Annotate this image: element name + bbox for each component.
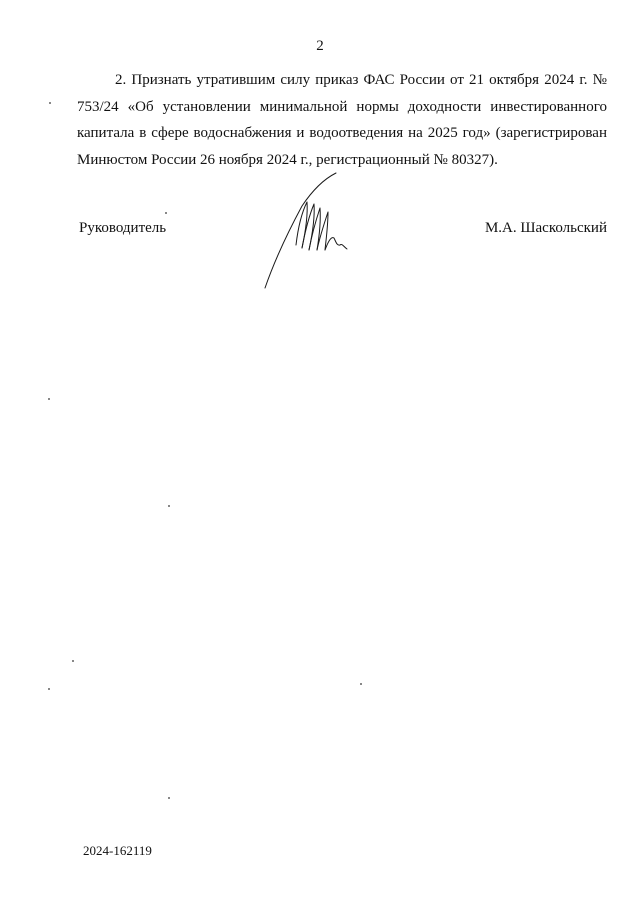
- page-number: 2: [316, 38, 324, 54]
- scan-mark: [168, 505, 170, 507]
- order-paragraph: 2. Признать утратившим силу приказ ФАС России от 21 октября 2024 г. № 753/24 «Об установлении минимальной нормы доходности инвестированного капитала в сфере водоснабжения и водоотведения на 2025 год» (зарегистрирован Минюстом России 26 ноября 2024 г., регистрационный № 80327).: [77, 72, 607, 168]
- scan-mark: [72, 660, 74, 662]
- document-id: 2024-162119: [83, 843, 152, 858]
- scan-mark: [168, 797, 170, 799]
- scan-mark: [48, 398, 50, 400]
- scan-mark: [165, 212, 167, 214]
- signer-position: Руководитель: [79, 220, 167, 236]
- signer-name: М.А. Шаскольский: [484, 220, 607, 236]
- scan-mark: [48, 688, 50, 690]
- scan-mark: [49, 102, 51, 104]
- scan-mark: [360, 683, 362, 685]
- handwritten-signature-icon: [258, 170, 358, 295]
